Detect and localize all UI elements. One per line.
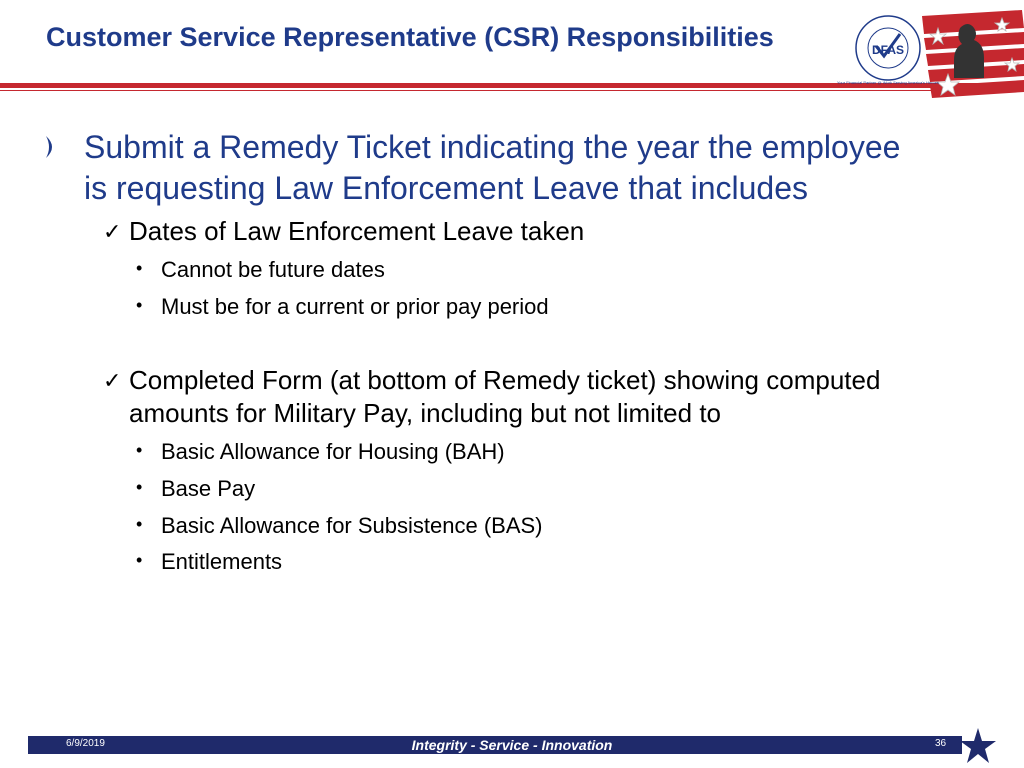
item2-subitem4: Entitlements [161,549,283,574]
level1-bullet-icon [44,134,58,160]
dot-bullet-icon: • [136,258,143,278]
item1-subitem2: Must be for a current or prior pay period [161,294,549,319]
check-icon: ✓ [103,219,122,244]
check-icon: ✓ [103,368,122,393]
dot-bullet-icon: • [136,477,143,497]
item2-label-line2: amounts for Military Pay, including but not limited to [129,398,722,428]
slide-title: Customer Service Representative (CSR) Responsibilities [46,22,774,52]
item2-subitem2: Base Pay [161,476,256,501]
dot-bullet-icon: • [136,514,143,534]
dot-bullet-icon: • [136,440,143,460]
footer-page-number: 36 [935,738,947,749]
dot-bullet-icon: • [136,550,143,570]
dot-bullet-icon: • [136,295,143,315]
footer-star-icon [958,726,998,766]
footer-motto: Integrity - Service - Innovation [411,737,613,753]
item2-label-line1: Completed Form (at bottom of Remedy ticket) showing computed [129,365,881,395]
item1-label: Dates of Law Enforcement Leave taken [129,216,585,246]
item2-subitem1: Basic Allowance for Housing (BAH) [161,439,505,464]
main-bullet-line2: is requesting Law Enforcement Leave that includes [84,170,808,206]
item2-subitem3: Basic Allowance for Subsistence (BAS) [161,513,543,538]
item1-subitem1: Cannot be future dates [161,257,385,282]
footer [0,736,1024,768]
logo-ring-text: Your Financial Partner @ Work Serving America's Heroes [837,80,939,85]
main-bullet-line1: Submit a Remedy Ticket indicating the year the employee [84,129,901,165]
logo-text: DFAS [871,43,905,57]
footer-date: 6/9/2019 [66,738,105,749]
dfas-logo [837,8,1024,100]
silhouette-graphic [954,24,984,78]
